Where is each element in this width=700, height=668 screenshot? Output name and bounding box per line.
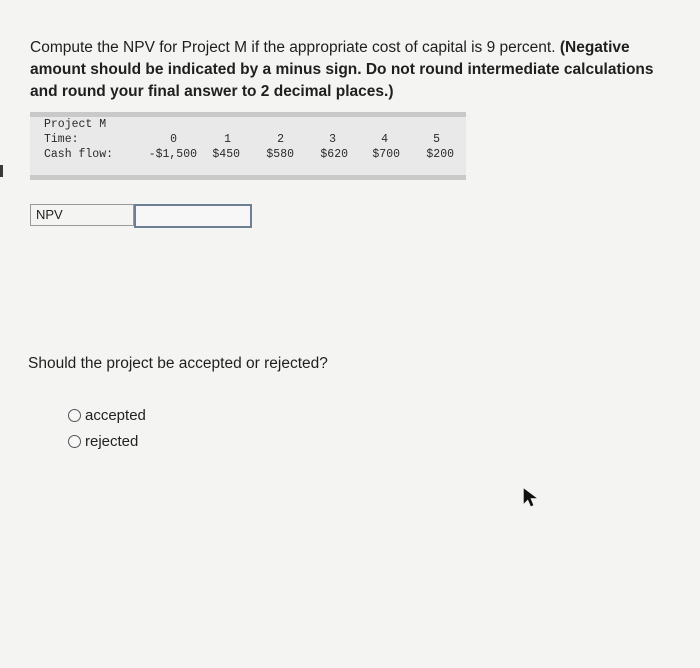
question-main: Compute the NPV for Project M if the appropriate cost of capital is 9 percent. [30, 39, 556, 56]
cash-flow-3: $620 [320, 148, 348, 161]
cash-flow-label: Cash flow: [44, 148, 114, 161]
period-5: 5 [433, 133, 440, 146]
cash-flow-2: $580 [266, 148, 294, 161]
period-0: 0 [170, 133, 177, 146]
npv-label: NPV [30, 204, 134, 226]
question-text [30, 37, 670, 103]
period-3: 3 [329, 133, 336, 146]
decision-prompt: Should the project be accepted or rejected? [28, 355, 328, 372]
period-4: 4 [381, 133, 388, 146]
option-rejected[interactable] [68, 433, 138, 450]
rejected-label: rejected [85, 433, 139, 450]
cash-flow-4: $700 [372, 148, 400, 161]
left-edge-marker [0, 165, 3, 177]
npv-input[interactable] [136, 206, 250, 226]
cash-flow-0: -$1,500 [148, 148, 197, 161]
accepted-label: accepted [85, 407, 146, 424]
project-label: Project M [44, 118, 107, 131]
cash-flow-1: $450 [212, 148, 240, 161]
mouse-pointer-icon [523, 488, 539, 508]
cash-flow-table [30, 112, 466, 180]
question-instruction: (Negative amount should be indicated by a minus sign. Do not round intermediate calculations and round your final answer to 2 decimal places.) [30, 39, 654, 100]
period-2: 2 [277, 133, 284, 146]
npv-input-box[interactable] [134, 204, 252, 228]
accepted-radio[interactable] [68, 409, 81, 422]
option-accepted[interactable] [68, 407, 146, 424]
rejected-radio[interactable] [68, 435, 81, 448]
time-label: Time: [44, 133, 79, 146]
period-1: 1 [224, 133, 231, 146]
cash-flow-5: $200 [426, 148, 454, 161]
